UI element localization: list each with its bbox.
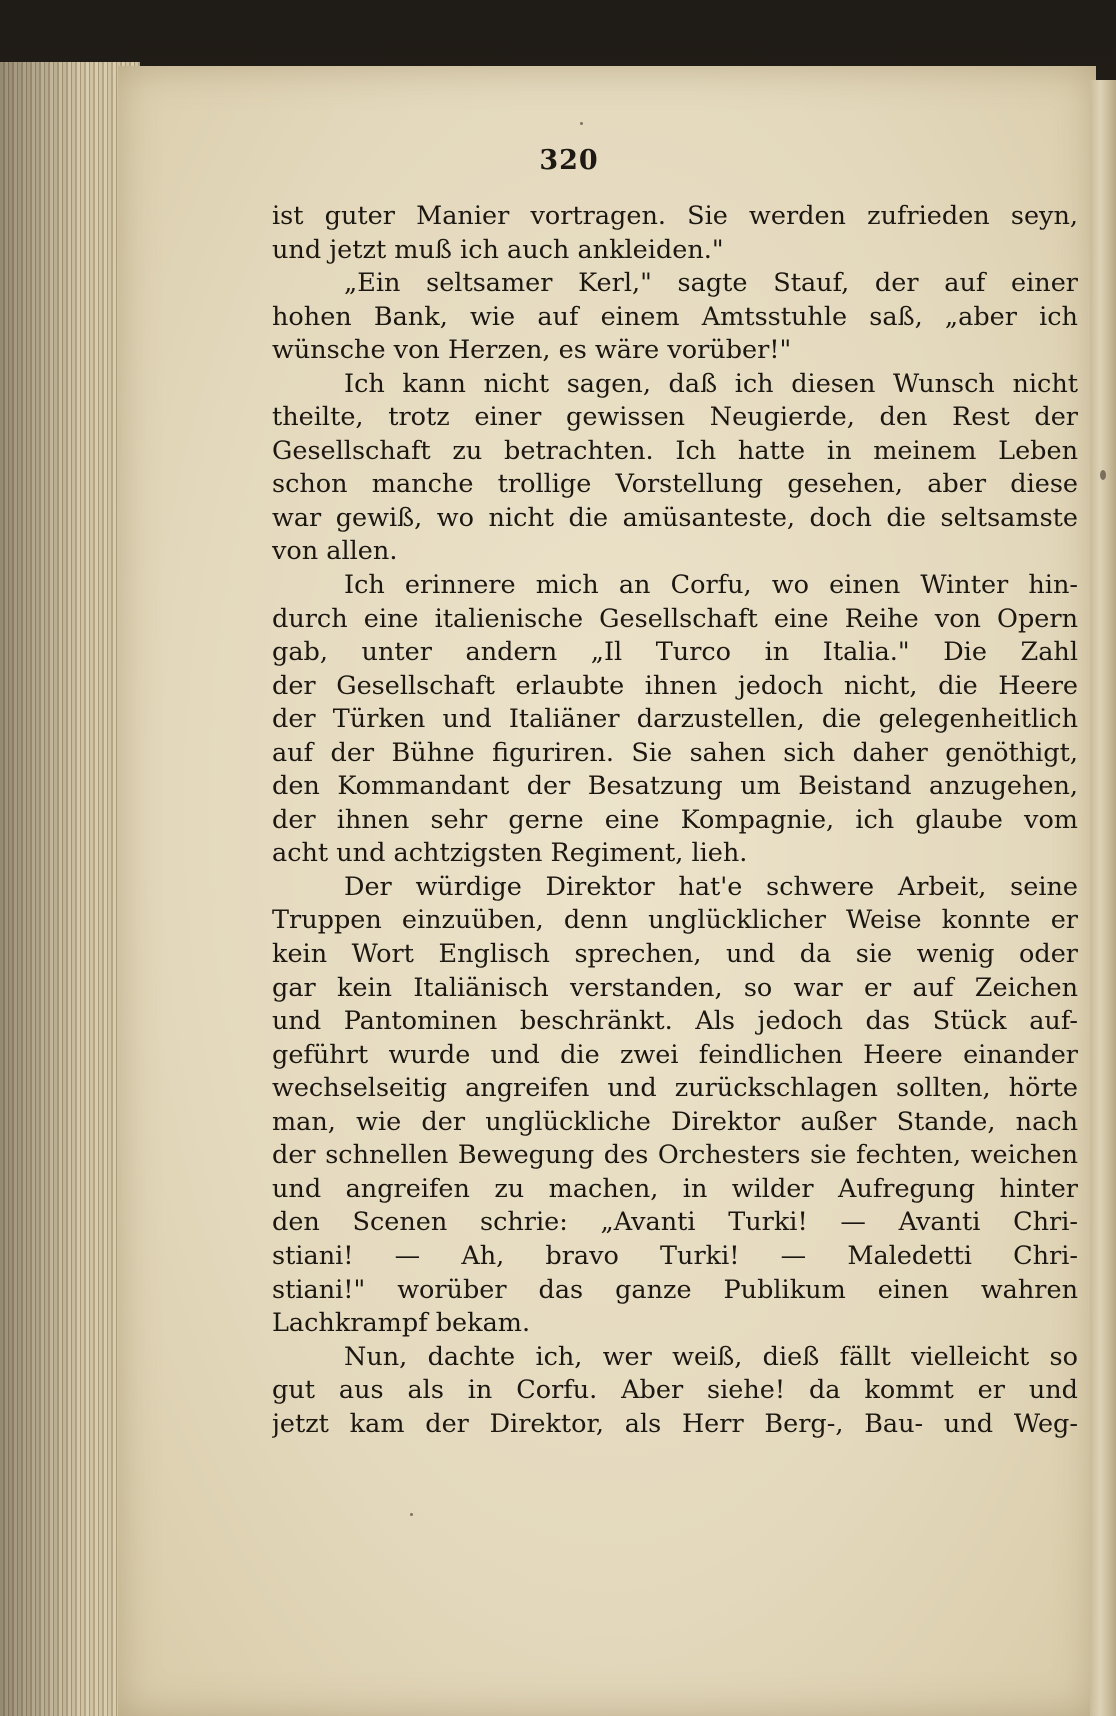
body-text <box>272 200 1078 1441</box>
text-line: acht und achtzigsten Regiment, lieh. <box>272 838 748 869</box>
text-line: der Gesellschaft erlaubte ihnen jedoch nicht, die Heere <box>272 670 1078 701</box>
text-line: hohen Bank, wie auf einem Amtsstuhle saß, „aber ich <box>272 301 1078 332</box>
text-line: und jetzt muß ich auch ankleiden." <box>272 234 724 265</box>
text-line: Gesellschaft zu betrachten. Ich hatte in meinem Leben <box>272 435 1078 466</box>
text-line: von allen. <box>272 536 398 567</box>
right-page-edge <box>1090 80 1116 1716</box>
text-line: gut aus als in Corfu. Aber siehe! da kommt er und <box>272 1375 1078 1406</box>
text-line: Truppen einzuüben, denn unglücklicher Weise konnte er <box>272 905 1078 936</box>
text-line: kein Wort Englisch sprechen, und da sie wenig oder <box>272 939 1078 970</box>
text-line: den Kommandant der Besatzung um Beistand anzugehen, <box>272 771 1078 802</box>
text-line: der schnellen Bewegung des Orchesters sie fechten, weichen <box>272 1140 1078 1171</box>
text-line: Nun, dachte ich, wer weiß, dieß fällt vielleicht so <box>344 1341 1078 1372</box>
text-line: Lachkrampf bekam. <box>272 1308 531 1339</box>
text-line: stiani!" worüber das ganze Publikum einen wahren <box>272 1274 1078 1305</box>
text-line: geführt wurde und die zwei feindlichen Heere einander <box>272 1039 1078 1070</box>
text-line: „Ein seltsamer Kerl," sagte Stauf, der auf einer <box>344 268 1078 299</box>
text-line: und Pantominen beschränkt. Als jedoch das Stück auf- <box>272 1006 1078 1037</box>
text-line: den Scenen schrie: „Avanti Turki! — Avanti Chri- <box>272 1207 1078 1238</box>
text-line: der ihnen sehr gerne eine Kompagnie, ich glaube vom <box>272 804 1078 835</box>
text-line: man, wie der unglückliche Direktor außer Stande, nach <box>272 1106 1078 1137</box>
text-line: gab, unter andern „Il Turco in Italia." Die Zahl <box>272 637 1078 668</box>
text-line: auf der Bühne figuriren. Sie sahen sich daher genöthigt, <box>272 737 1078 768</box>
paper-speck <box>580 122 583 125</box>
text-line: gar kein Italiänisch verstanden, so war er auf Zeichen <box>272 972 1078 1003</box>
paper-speck <box>410 1513 413 1516</box>
text-line: wünsche von Herzen, es wäre vorüber!" <box>272 335 792 366</box>
text-line: und angreifen zu machen, in wilder Aufregung hinter <box>272 1173 1078 1204</box>
paper-speck <box>1100 470 1106 480</box>
text-line: Der würdige Direktor hat'e schwere Arbeit, seine <box>344 871 1078 902</box>
text-line: war gewiß, wo nicht die amüsanteste, doch die seltsamste <box>272 502 1078 533</box>
page-number: 320 <box>539 145 599 176</box>
text-line: Ich erinnere mich an Corfu, wo einen Winter hin- <box>344 570 1078 601</box>
text-line: Ich kann nicht sagen, daß ich diesen Wunsch nicht <box>344 368 1078 399</box>
text-line: ist guter Manier vortragen. Sie werden zufrieden seyn, <box>272 201 1078 231</box>
text-line: theilte, trotz einer gewissen Neugierde, den Rest der <box>272 402 1078 433</box>
text-line: jetzt kam der Direktor, als Herr Berg-, Bau- und Weg- <box>272 1408 1078 1439</box>
text-line: der Türken und Italiäner darzustellen, die gelegenheitlich <box>272 704 1078 735</box>
text-line: schon manche trollige Vorstellung gesehen, aber diese <box>272 469 1078 500</box>
text-line: durch eine italienische Gesellschaft eine Reihe von Opern <box>272 603 1078 634</box>
text-line: stiani! — Ah, bravo Turki! — Maledetti Chri- <box>272 1240 1078 1271</box>
text-line: wechselseitig angreifen und zurückschlagen sollten, hörte <box>272 1073 1078 1104</box>
